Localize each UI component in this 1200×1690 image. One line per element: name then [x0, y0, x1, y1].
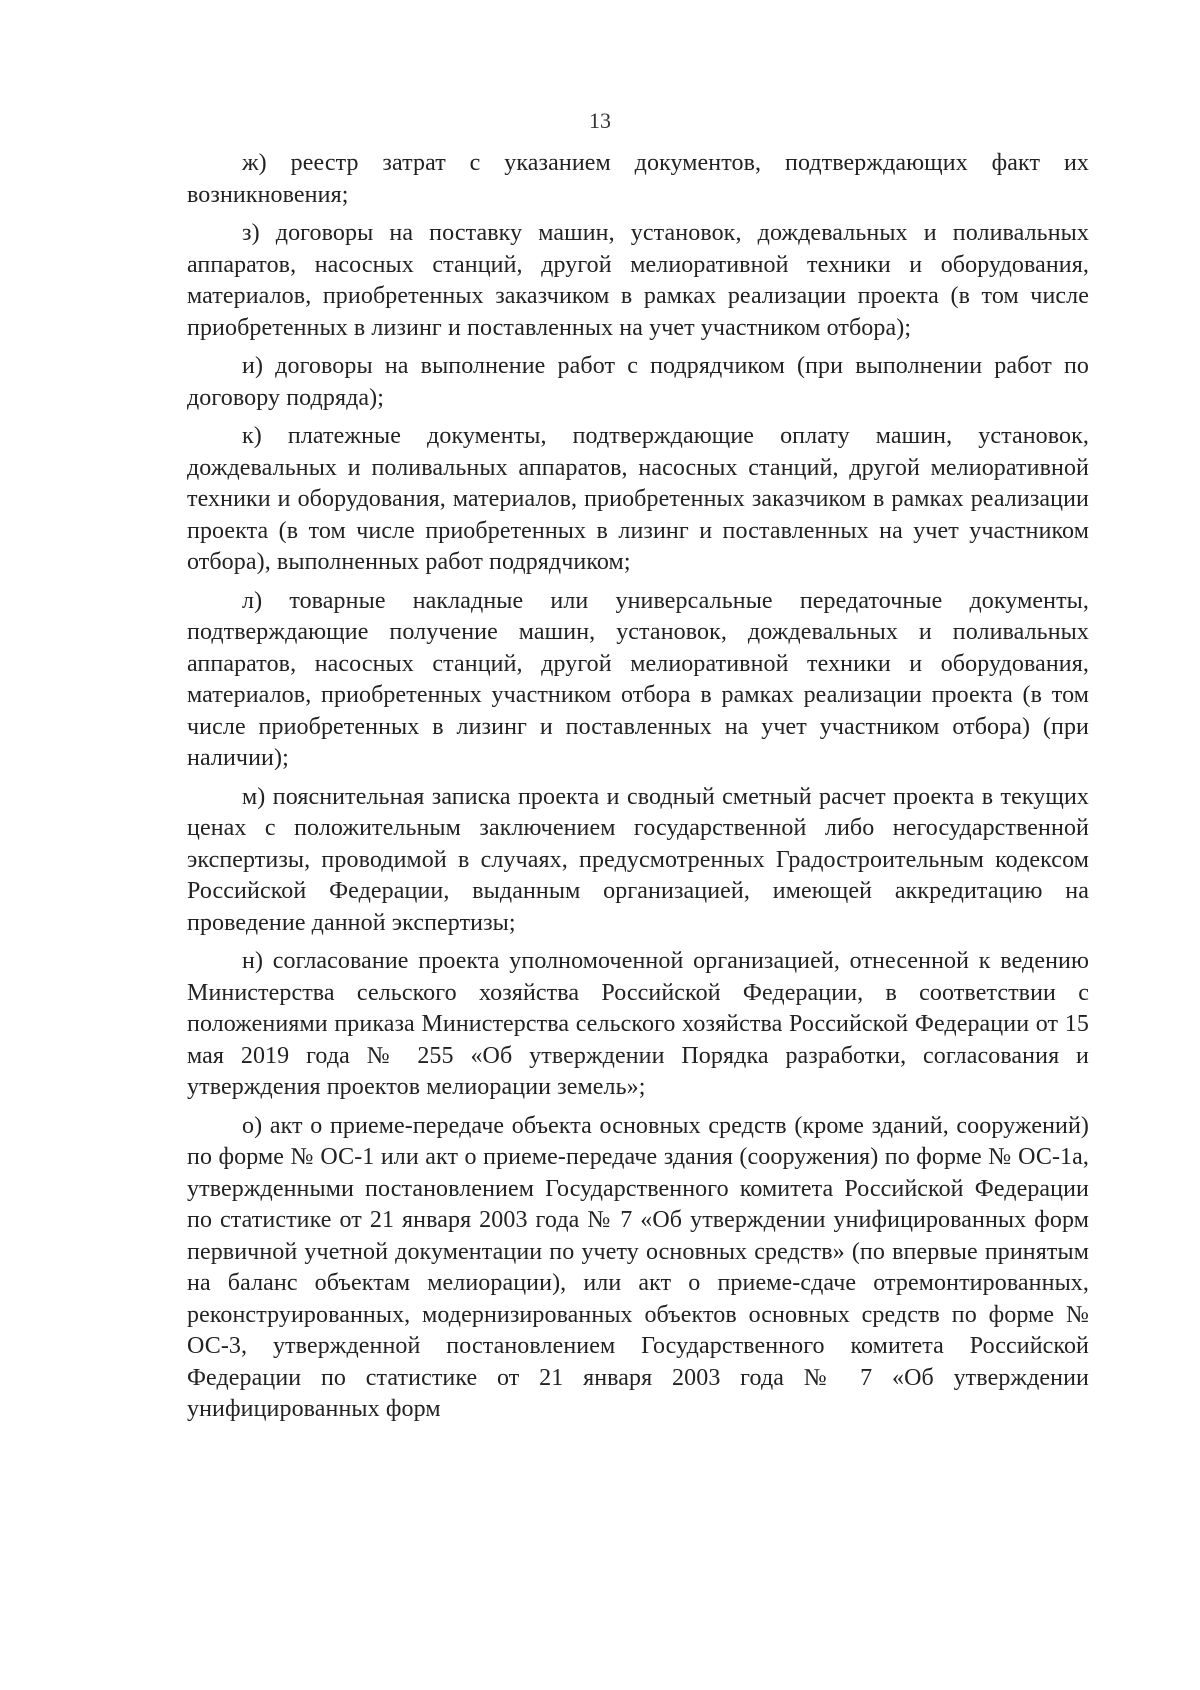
paragraph-z: з) договоры на поставку машин, установок, дождевальных и поливальных аппаратов, насосных станций, другой мелиоративной техники и оборудования, материалов, приобретенных заказчиком в рамках реализации проекта (в том числе приобретенных в лизинг и поставленных на учет участником отбора);	[187, 220, 1089, 341]
paragraph-i: и) договоры на выполнение работ с подрядчиком (при выполнении работ по договору подряда);	[187, 353, 1089, 411]
document-body	[187, 148, 1089, 1433]
paragraph-zh: ж) реестр затрат с указанием документов, подтверждающих факт их возникновения;	[187, 150, 1089, 208]
page-number: 13	[589, 108, 611, 133]
paragraph-o: о) акт о приеме-передаче объекта основных средств (кроме зданий, сооружений) по форме № ОС-1 или акт о приеме-передаче здания (сооружения) по форме № ОС-1а, утвержденными постановлением Государственного комитета Российской Федерации по статистике от 21 января 2003 года № 7 «Об утверждении унифицированных форм первичной учетной документации по учету основных средств» (по впервые принятым на баланс объектам мелиорации), или акт о приеме-сдаче отремонтированных, реконструированных, модернизированных объектов основных средств по форме № ОС-3, утвержденной постановлением Государственного комитета Российской Федерации по статистике от 21 января 2003 года № 7 «Об утверждении унифицированных форм	[187, 1112, 1089, 1422]
paragraph-l: л) товарные накладные или универсальные передаточные документы, подтверждающие получение машин, установок, дождевальных и поливальных аппаратов, насосных станций, другой мелиоративной техники и оборудования, материалов, приобретенных участником отбора в рамках реализации проекта (в том числе приобретенных в лизинг и поставленных на учет участником отбора) (при наличии);	[187, 587, 1089, 771]
paragraph-k: к) платежные документы, подтверждающие оплату машин, установок, дождевальных и поливальных аппаратов, насосных станций, другой мелиоративной техники и оборудования, материалов, приобретенных заказчиком в рамках реализации проекта (в том числе приобретенных в лизинг и поставленных на учет участником отбора), выполненных работ подрядчиком;	[187, 423, 1089, 575]
paragraph-m: м) пояснительная записка проекта и сводный сметный расчет проекта в текущих ценах с положительным заключением государственной либо негосударственной экспертизы, проводимой в случаях, предусмотренных Градостроительным кодексом Российской Федерации, выданным организацией, имеющей аккредитацию на проведение данной экспертизы;	[187, 783, 1089, 936]
paragraph-n: н) согласование проекта уполномоченной организацией, отнесенной к ведению Министерства сельского хозяйства Российской Федерации, в соответствии с положениями приказа Министерства сельского хозяйства Российской Федерации от 15 мая 2019 года № 255 «Об утверждении Порядка разработки, согласования и утверждения проектов мелиорации земель»;	[187, 948, 1089, 1100]
